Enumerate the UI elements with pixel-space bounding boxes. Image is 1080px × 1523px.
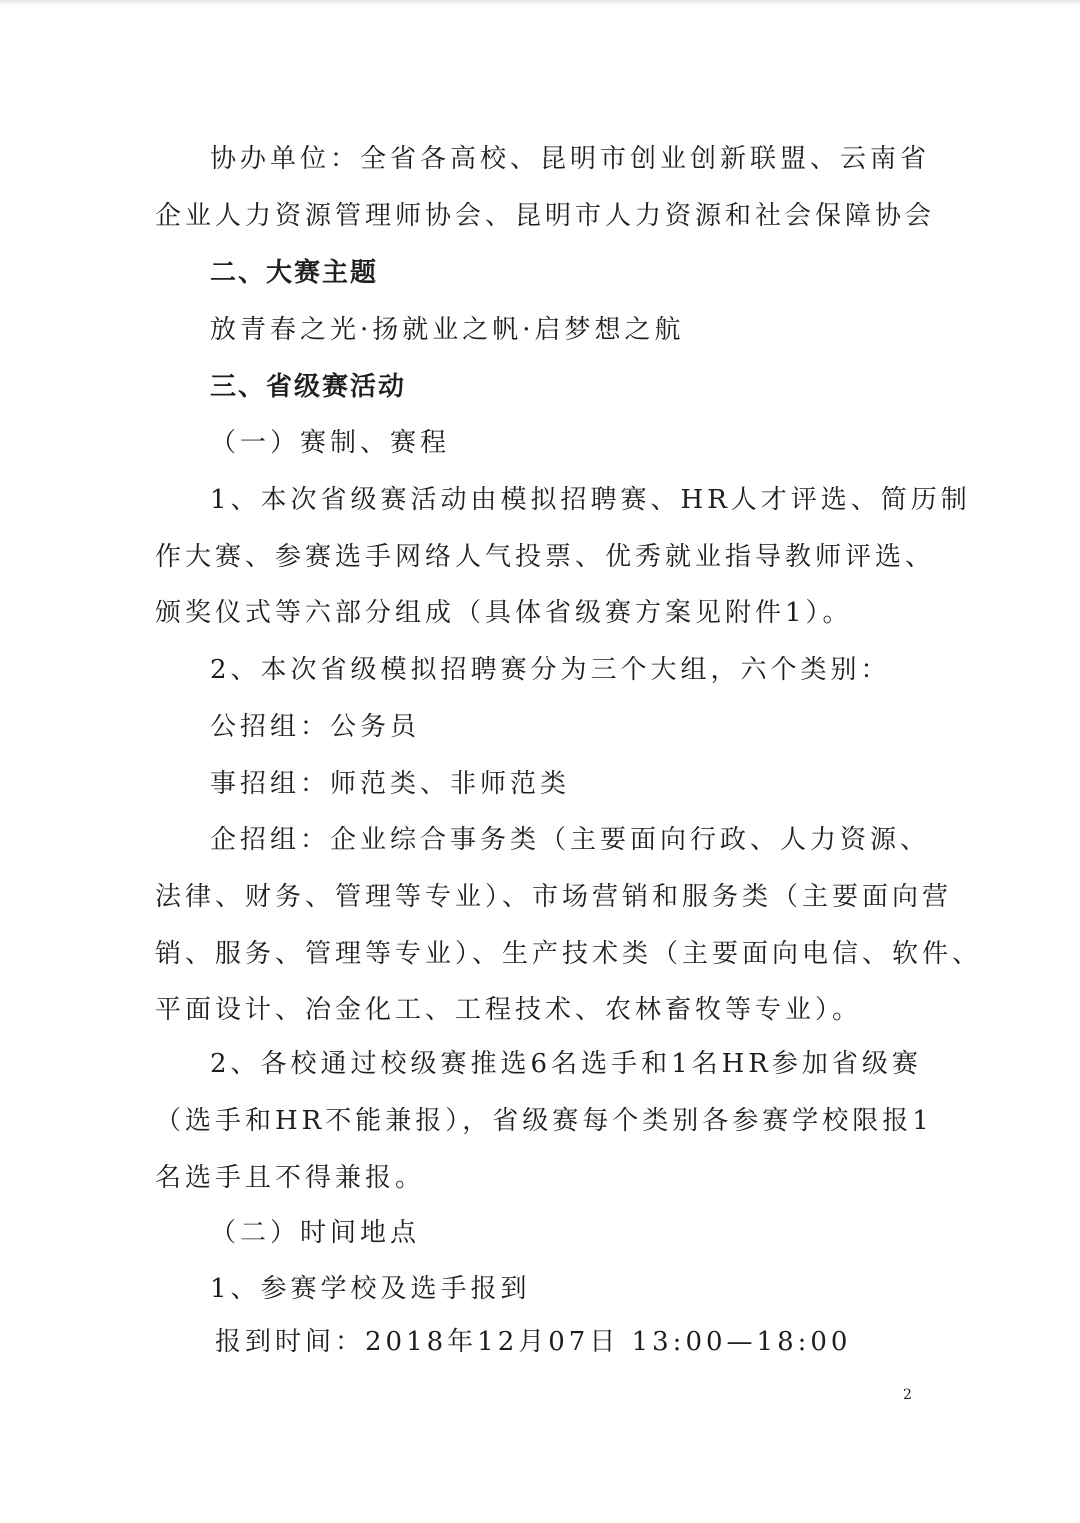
text-line-selection-a: 2、各校通过校级赛推选6名选手和1名HR参加省级赛: [210, 1049, 922, 1079]
text-line-theme: 放青春之光·扬就业之帆·启梦想之航: [210, 315, 685, 345]
section-heading-provincial-activities: 三、省级赛活动: [210, 372, 407, 402]
page-number: 2: [903, 1387, 912, 1403]
subsection-heading-time-place: （二）时间地点: [210, 1218, 421, 1248]
text-line-selection-c: 名选手且不得兼报。: [155, 1163, 426, 1193]
text-line-selection-b: （选手和HR不能兼报），省级赛每个类别各参赛学校限报1: [155, 1106, 933, 1136]
scan-top-edge: [0, 0, 1080, 6]
text-line-civil-group: 公招组：公务员: [210, 712, 421, 742]
text-line-item1-b: 作大赛、参赛选手网络人气投票、优秀就业指导教师评选、: [155, 542, 936, 572]
text-line-enterprise-group-c: 销、服务、管理等专业）、生产技术类（主要面向电信、软件、: [155, 939, 983, 969]
text-line-institution-group: 事招组：师范类、非师范类: [210, 769, 571, 799]
section-heading-theme: 二、大赛主题: [210, 258, 379, 288]
subsection-heading-format: （一）赛制、赛程: [210, 428, 451, 458]
text-line-co-organizers-2: 企业人力资源管理师协会、昆明市人力资源和社会保障协会: [155, 201, 936, 231]
text-line-item1-c: 颁奖仪式等六部分组成（具体省级赛方案见附件1）。: [155, 598, 853, 628]
text-line-enterprise-group-d: 平面设计、冶金化工、工程技术、农林畜牧等专业）。: [155, 995, 863, 1025]
text-line-enterprise-group-b: 法律、财务、管理等专业）、市场营销和服务类（主要面向营: [155, 882, 953, 912]
text-line-registration: 1、参赛学校及选手报到: [210, 1274, 531, 1304]
text-line-item1-a: 1、本次省级赛活动由模拟招聘赛、HR人才评选、简历制: [210, 485, 971, 515]
text-line-registration-time: 报到时间：2018年12月07日 13:00—18:00: [215, 1327, 852, 1357]
text-line-item2: 2、本次省级模拟招聘赛分为三个大组，六个类别：: [210, 655, 891, 685]
text-line-enterprise-group-a: 企招组：企业综合事务类（主要面向行政、人力资源、: [210, 825, 931, 855]
text-line-co-organizers-1: 协办单位：全省各高校、昆明市创业创新联盟、云南省: [210, 144, 931, 174]
